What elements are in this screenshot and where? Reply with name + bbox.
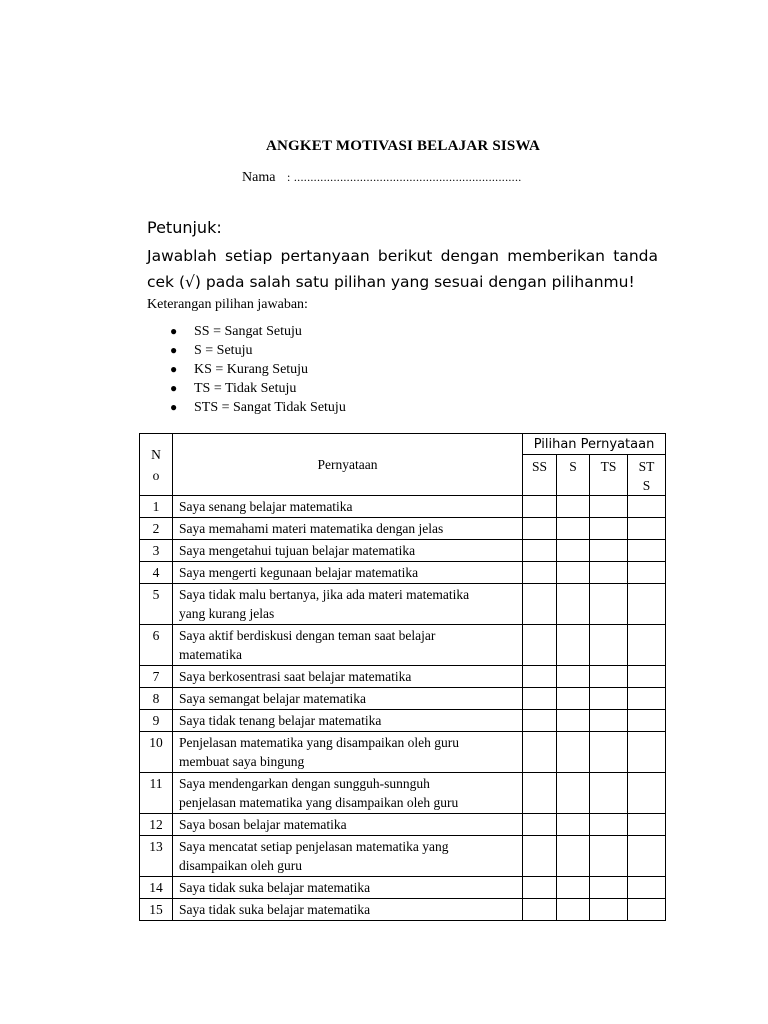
answer-cell-ts[interactable] xyxy=(590,732,628,773)
answer-cell-s[interactable] xyxy=(557,496,590,518)
statement-line: disampaikan oleh guru xyxy=(179,858,302,873)
row-statement xyxy=(173,625,523,666)
answer-cell-ts[interactable] xyxy=(590,836,628,877)
header-option-ts: TS xyxy=(590,455,628,496)
row-number: 15 xyxy=(140,899,173,921)
answer-cell-ss[interactable] xyxy=(523,836,557,877)
bullet-icon: ● xyxy=(170,381,178,395)
table-row xyxy=(140,836,666,877)
answer-cell-ts[interactable] xyxy=(590,877,628,899)
instructions-text: Jawablah setiap pertanyaan berikut dengan memberikan tanda cek (√) pada salah satu pilihan yang sesuai dengan pilihanmu! xyxy=(147,247,658,291)
header-statement: Pernyataan xyxy=(173,434,523,496)
row-number: 7 xyxy=(140,666,173,688)
answer-cell-ts[interactable] xyxy=(590,688,628,710)
table-row xyxy=(140,562,666,584)
answer-cell-s[interactable] xyxy=(557,836,590,877)
table-row xyxy=(140,540,666,562)
row-number: 6 xyxy=(140,625,173,666)
answer-cell-s[interactable] xyxy=(557,625,590,666)
answer-cell-ss[interactable] xyxy=(523,518,557,540)
answer-key-text: SS = Sangat Setuju xyxy=(194,324,302,339)
answer-cell-sts[interactable] xyxy=(628,688,666,710)
table-row xyxy=(140,688,666,710)
statement-line: Saya berkosentrasi saat belajar matematika xyxy=(179,669,412,684)
answer-cell-ss[interactable] xyxy=(523,562,557,584)
answer-key-text: STS = Sangat Tidak Setuju xyxy=(194,400,346,415)
answer-key-item xyxy=(170,341,346,360)
row-number: 12 xyxy=(140,814,173,836)
header-options: Pilihan Pernyataan xyxy=(523,434,666,455)
table-row xyxy=(140,584,666,625)
document-title: ANGKET MOTIVASI BELAJAR SISWA xyxy=(265,138,541,154)
answer-cell-ss[interactable] xyxy=(523,625,557,666)
answer-key-item xyxy=(170,398,346,417)
answer-cell-sts[interactable] xyxy=(628,710,666,732)
table-row xyxy=(140,518,666,540)
answer-cell-ss[interactable] xyxy=(523,584,557,625)
statement-line: Saya mengetahui tujuan belajar matematika xyxy=(179,543,416,558)
answer-cell-ts[interactable] xyxy=(590,562,628,584)
answer-key-text: KS = Kurang Setuju xyxy=(194,362,309,377)
answer-key-heading: Keterangan pilihan jawaban: xyxy=(147,297,308,312)
row-statement xyxy=(173,584,523,625)
answer-cell-ts[interactable] xyxy=(590,584,628,625)
answer-cell-ts[interactable] xyxy=(590,814,628,836)
answer-cell-ss[interactable] xyxy=(523,899,557,921)
bullet-icon: ● xyxy=(170,400,178,414)
answer-cell-ss[interactable] xyxy=(523,773,557,814)
table-row xyxy=(140,625,666,666)
row-statement xyxy=(173,773,523,814)
row-statement xyxy=(173,562,523,584)
answer-cell-sts[interactable] xyxy=(628,814,666,836)
answer-cell-s[interactable] xyxy=(557,562,590,584)
answer-cell-ts[interactable] xyxy=(590,773,628,814)
row-number: 9 xyxy=(140,710,173,732)
answer-key-text: TS = Tidak Setuju xyxy=(194,381,297,396)
row-statement xyxy=(173,688,523,710)
answer-key-text: S = Setuju xyxy=(194,343,253,358)
answer-cell-s[interactable] xyxy=(557,732,590,773)
table-row xyxy=(140,899,666,921)
row-statement xyxy=(173,540,523,562)
answer-cell-sts[interactable] xyxy=(628,518,666,540)
answer-cell-ts[interactable] xyxy=(590,899,628,921)
statement-line: yang kurang jelas xyxy=(179,606,275,621)
answer-cell-ss[interactable] xyxy=(523,877,557,899)
statement-line: Saya tidak suka belajar matematika xyxy=(179,880,371,895)
row-number: 13 xyxy=(140,836,173,877)
answer-cell-s[interactable] xyxy=(557,584,590,625)
answer-cell-s[interactable] xyxy=(557,688,590,710)
row-number: 10 xyxy=(140,732,173,773)
bullet-icon: ● xyxy=(170,343,178,357)
answer-key-item xyxy=(170,322,346,341)
header-number-line2: o xyxy=(152,467,160,483)
statement-line: matematika xyxy=(179,647,242,662)
answer-cell-ss[interactable] xyxy=(523,496,557,518)
bullet-icon: ● xyxy=(170,362,178,376)
name-label: Nama xyxy=(242,170,276,185)
bullet-icon: ● xyxy=(170,324,178,338)
answer-cell-sts[interactable] xyxy=(628,899,666,921)
questionnaire-table xyxy=(139,433,666,921)
row-number: 14 xyxy=(140,877,173,899)
row-number: 11 xyxy=(140,773,173,814)
row-number: 8 xyxy=(140,688,173,710)
header-option-sts-line1: ST xyxy=(638,459,655,474)
answer-cell-s[interactable] xyxy=(557,518,590,540)
answer-cell-sts[interactable] xyxy=(628,540,666,562)
statement-line: Saya aktif berdiskusi dengan teman saat belajar xyxy=(179,628,436,643)
answer-cell-sts[interactable] xyxy=(628,496,666,518)
statement-line: Saya semangat belajar matematika xyxy=(179,691,367,706)
statement-line: Saya tidak malu bertanya, jika ada materi matematika xyxy=(179,587,470,602)
table-row xyxy=(140,666,666,688)
statement-line: Saya mengerti kegunaan belajar matematika xyxy=(179,565,419,580)
answer-key-item xyxy=(170,379,346,398)
statement-line: Saya bosan belajar matematika xyxy=(179,817,347,832)
answer-cell-ts[interactable] xyxy=(590,496,628,518)
answer-cell-s[interactable] xyxy=(557,540,590,562)
row-statement xyxy=(173,899,523,921)
header-option-ss: SS xyxy=(523,455,557,496)
header-number-line1: N xyxy=(151,446,161,462)
row-number: 4 xyxy=(140,562,173,584)
row-statement xyxy=(173,710,523,732)
answer-key-list xyxy=(170,322,346,417)
answer-cell-sts[interactable] xyxy=(628,562,666,584)
row-statement xyxy=(173,814,523,836)
row-statement xyxy=(173,732,523,773)
statement-line: Saya mencatat setiap penjelasan matematika yang xyxy=(179,839,449,854)
answer-cell-s[interactable] xyxy=(557,666,590,688)
statement-line: Penjelasan matematika yang disampaikan oleh guru xyxy=(179,735,460,750)
table-row xyxy=(140,496,666,518)
header-option-s: S xyxy=(557,455,590,496)
answer-cell-s[interactable] xyxy=(557,773,590,814)
statement-line: Saya senang belajar matematika xyxy=(179,499,353,514)
statement-line: penjelasan matematika yang disampaikan oleh guru xyxy=(179,795,459,810)
statement-line: Saya memahami materi matematika dengan jelas xyxy=(179,521,444,536)
answer-cell-ss[interactable] xyxy=(523,666,557,688)
row-statement xyxy=(173,877,523,899)
row-statement xyxy=(173,666,523,688)
table-row xyxy=(140,773,666,814)
header-option-sts xyxy=(628,455,666,496)
answer-cell-s[interactable] xyxy=(557,899,590,921)
statement-line: Saya mendengarkan dengan sungguh-sunnguh xyxy=(179,776,430,791)
name-line xyxy=(242,170,522,186)
answer-cell-sts[interactable] xyxy=(628,836,666,877)
answer-cell-ts[interactable] xyxy=(590,710,628,732)
answer-cell-s[interactable] xyxy=(557,814,590,836)
statement-line: membuat saya bingung xyxy=(179,754,305,769)
answer-cell-ts[interactable] xyxy=(590,518,628,540)
answer-cell-ss[interactable] xyxy=(523,732,557,773)
answer-cell-ss[interactable] xyxy=(523,688,557,710)
answer-cell-sts[interactable] xyxy=(628,666,666,688)
questionnaire-rows xyxy=(140,496,666,921)
row-statement xyxy=(173,518,523,540)
answer-cell-ts[interactable] xyxy=(590,666,628,688)
row-statement xyxy=(173,836,523,877)
answer-cell-sts[interactable] xyxy=(628,625,666,666)
answer-cell-sts[interactable] xyxy=(628,773,666,814)
answer-key-item xyxy=(170,360,346,379)
answer-cell-ss[interactable] xyxy=(523,710,557,732)
statement-line: Saya tidak suka belajar matematika xyxy=(179,902,371,917)
row-statement xyxy=(173,496,523,518)
header-number xyxy=(140,434,173,496)
row-number: 2 xyxy=(140,518,173,540)
answer-cell-sts[interactable] xyxy=(628,732,666,773)
row-number: 5 xyxy=(140,584,173,625)
answer-cell-ts[interactable] xyxy=(590,540,628,562)
table-row xyxy=(140,814,666,836)
table-row xyxy=(140,877,666,899)
answer-cell-ss[interactable] xyxy=(523,540,557,562)
answer-cell-s[interactable] xyxy=(557,877,590,899)
answer-cell-s[interactable] xyxy=(557,710,590,732)
answer-cell-ts[interactable] xyxy=(590,625,628,666)
table-row xyxy=(140,710,666,732)
row-number: 3 xyxy=(140,540,173,562)
table-row xyxy=(140,732,666,773)
name-blank-field[interactable]: : ..................................................................... xyxy=(286,170,522,184)
header-option-sts-line2: S xyxy=(642,478,651,493)
instructions-heading: Petunjuk: xyxy=(147,218,222,237)
statement-line: Saya tidak tenang belajar matematika xyxy=(179,713,382,728)
row-number: 1 xyxy=(140,496,173,518)
answer-cell-sts[interactable] xyxy=(628,584,666,625)
answer-cell-ss[interactable] xyxy=(523,814,557,836)
answer-cell-sts[interactable] xyxy=(628,877,666,899)
